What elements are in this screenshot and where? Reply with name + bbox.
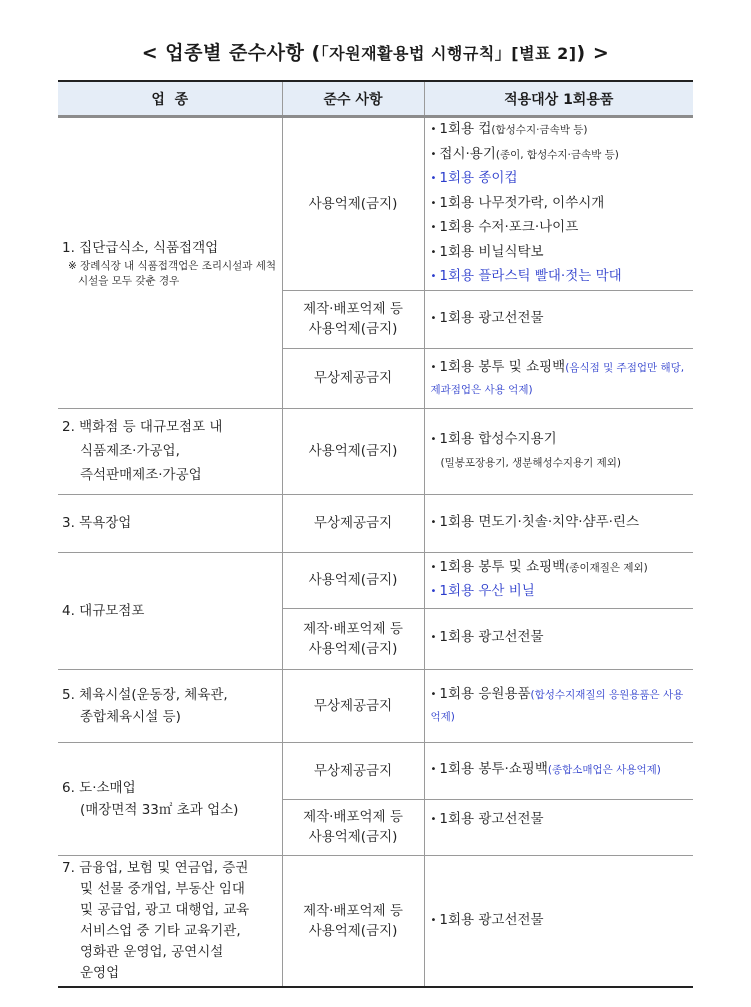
items-cell [424,290,693,348]
table-row [58,552,693,608]
industry-label: 1. 집단급식소, 식품접객업 [62,239,219,256]
list-item: • 1회용 종이컵 [430,170,518,186]
table-row [58,494,693,552]
industry-note: ※ 장례식장 내 식품접객업은 조리시설과 세척 [68,259,277,272]
list-item: • 1회용 광고선전물 [430,309,544,326]
table-row [58,117,693,291]
page-title [0,38,751,65]
list-item: • 1회용 광고선전물 [430,911,544,928]
items-cell [424,855,693,987]
compliance-cell: 무상제공금지 [282,742,424,799]
items-cell [424,117,693,291]
compliance-cell: 제작·배포억제 등 사용억제(금지) [282,290,424,348]
list-item: • 1회용 우산 비닐 [430,583,535,599]
items-cell [424,408,693,494]
industry-cell [58,117,282,409]
compliance-table [58,80,693,988]
item-note: (밀봉포장용기, 생분해성수지용기 제외) [440,457,621,469]
list-item: • 1회용 컵(합성수지·금속박 등) [430,121,588,137]
header-items: 적용대상 1회용품 [424,81,693,117]
list-item: • 1회용 봉투·쇼핑백(종합소매업은 사용억제) [430,761,661,778]
list-item: • 1회용 봉투 및 쇼핑백(음식점 및 주점업만 해당, 제과점업은 사용 억제) [430,358,685,396]
items-cell [424,494,693,552]
header-row [58,81,693,117]
items-cell [424,742,693,799]
list-item: • 1회용 수저·포크·나이프 [430,219,579,235]
industry-cell: 4. 대규모점포 [58,552,282,669]
table-row [58,669,693,742]
title-main: < 업종별 준수사항 ( [141,42,321,64]
compliance-cell: 사용억제(금지) [282,117,424,291]
industry-cell: 2. 백화점 등 대규모점포 내 식품제조·가공업, 즉석판매제조·가공업 [58,408,282,494]
list-item: • 접시·용기(종이, 합성수지·금속박 등) [430,145,619,162]
compliance-cell: 사용억제(금지) [282,408,424,494]
industry-note-cont: 시설을 모두 갖춘 경우 [78,274,180,287]
list-item: • 1회용 플라스틱 빨대·젓는 막대 [430,268,622,284]
items-cell [424,608,693,669]
header-industry: 업 종 [58,81,282,117]
industry-cell: 7. 금융업, 보험 및 연금업, 증권 및 선물 중개업, 부동산 임대 및 공급업, 광고 대행업, 교육 서비스업 중 기타 교육기관, 영화관 운영업, 공연시설 운영업 [58,855,282,987]
compliance-cell: 제작·배포억제 등 사용억제(금지) [282,855,424,987]
list-item: • 1회용 봉투 및 쇼핑백(종이재질은 제외) [430,558,648,575]
industry-cell: 6. 도·소매업 (매장면적 33㎡ 초과 업소) [58,742,282,855]
list-item: • 1회용 광고선전물 [430,810,544,827]
list-item: • 1회용 비닐식탁보 [430,243,544,260]
list-item: • 1회용 나무젓가락, 이쑤시개 [430,194,605,211]
title-regulation: 「자원재활용법 시행규칙」[별표 2] [320,44,577,63]
items-cell [424,552,693,608]
compliance-cell: 제작·배포억제 등 사용억제(금지) [282,799,424,855]
title-end: ) > [576,42,610,64]
table-row [58,408,693,494]
industry-cell: 5. 체육시설(운동장, 체육관, 종합체육시설 등) [58,669,282,742]
compliance-cell: 사용억제(금지) [282,552,424,608]
compliance-cell: 무상제공금지 [282,669,424,742]
list-item: • 1회용 광고선전물 [430,629,544,646]
list-item: • 1회용 응원용품(합성수지재질의 응원용품은 사용억제) [430,686,684,723]
list-item: • 1회용 합성수지용기 [430,430,557,447]
items-cell [424,799,693,855]
items-cell [424,348,693,408]
table-row [58,855,693,987]
compliance-cell: 무상제공금지 [282,348,424,408]
compliance-cell: 무상제공금지 [282,494,424,552]
items-cell [424,669,693,742]
industry-cell: 3. 목욕장업 [58,494,282,552]
list-item: • 1회용 면도기·칫솔·치약·샴푸·린스 [430,513,639,530]
header-compliance: 준수 사항 [282,81,424,117]
compliance-cell: 제작·배포억제 등 사용억제(금지) [282,608,424,669]
table-row [58,742,693,799]
